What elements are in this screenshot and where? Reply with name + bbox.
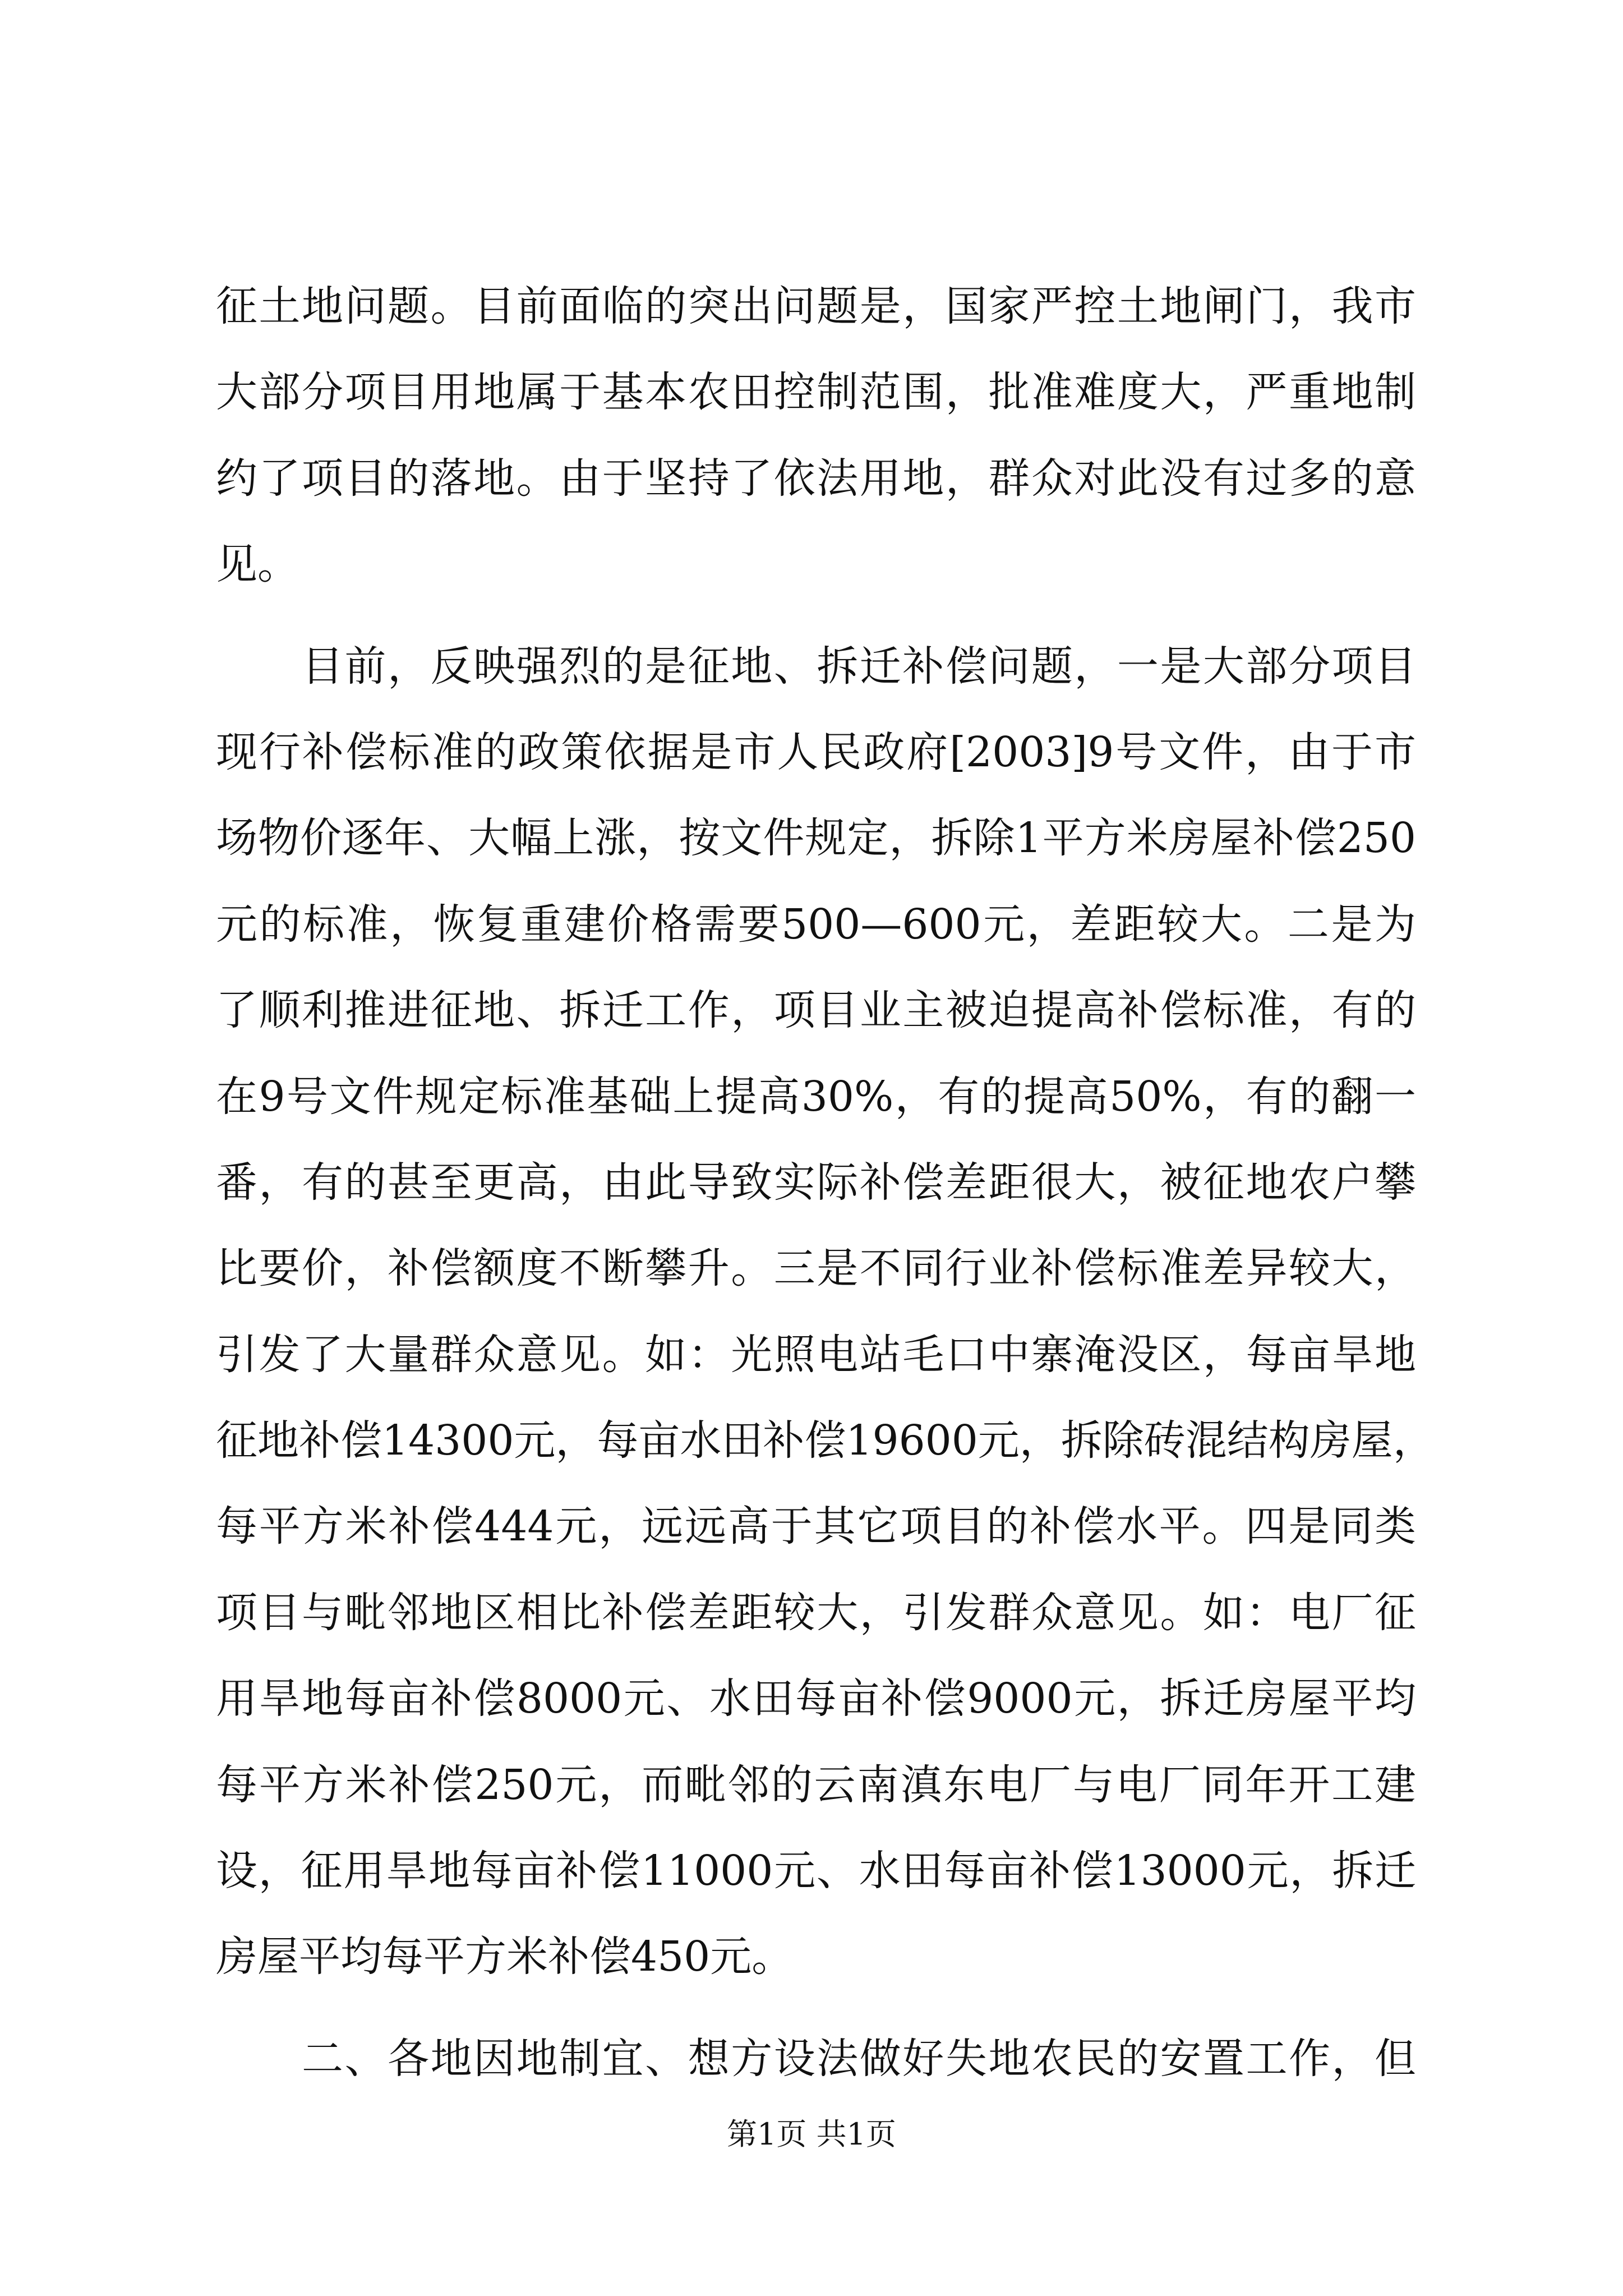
text-line: 房屋平均每平方米补偿450元。 <box>216 1932 794 1981</box>
text-line: 现行补偿标准的政策依据是市人民政府[2003]9号文件，由于市 <box>216 728 1416 776</box>
text-line: 征土地问题。目前面临的突出问题是，国家严控土地闸门，我市 <box>216 282 1416 330</box>
text-line: 项目与毗邻地区相比补偿差距较大，引发群众意见。如：电厂征 <box>216 1588 1416 1637</box>
text-line: 引发了大量群众意见。如：光照电站毛口中寨淹没区，每亩旱地 <box>216 1330 1416 1379</box>
text-line: 二、各地因地制宜、想方设法做好失地农民的安置工作，但 <box>216 2034 1416 2083</box>
paragraph-gap <box>216 2000 1416 2016</box>
text-line: 征地补偿14300元，每亩水田补偿19600元，拆除砖混结构房屋， <box>216 1416 1435 1465</box>
paragraph-3 <box>216 2016 1416 2102</box>
paragraph-2 <box>216 624 1435 2000</box>
text-line: 番，有的甚至更高，由此导致实际补偿差距很大，被征地农户攀 <box>216 1158 1416 1207</box>
page-footer <box>0 2115 1623 2154</box>
text-line: 约了项目的落地。由于坚持了依法用地，群众对此没有过多的意 <box>216 454 1416 503</box>
paragraph-1 <box>216 264 1416 608</box>
text-line: 元的标准，恢复重建价格需要500—600元，差距较大。二是为 <box>216 900 1416 949</box>
text-line: 大部分项目用地属于基本农田控制范围，批准难度大，严重地制 <box>216 368 1416 417</box>
text-line: 了顺利推进征地、拆迁工作，项目业主被迫提高补偿标准，有的 <box>216 986 1416 1035</box>
text-line: 每平方米补偿250元，而毗邻的云南滇东电厂与电厂同年开工建 <box>216 1760 1416 1809</box>
document-body <box>216 264 1435 2102</box>
text-line: 目前，反映强烈的是征地、拆迁补偿问题，一是大部分项目 <box>216 642 1416 691</box>
text-line: 每平方米补偿444元，远远高于其它项目的补偿水平。四是同类 <box>216 1502 1416 1551</box>
paragraph-gap <box>216 608 1416 624</box>
text-line: 在9号文件规定标准基础上提高30%，有的提高50%，有的翻一 <box>216 1072 1416 1121</box>
text-line: 比要价，补偿额度不断攀升。三是不同行业补偿标准差异较大， <box>216 1244 1416 1293</box>
text-line: 场物价逐年、大幅上涨，按文件规定，拆除1平方米房屋补偿250 <box>216 814 1416 863</box>
text-line: 设，征用旱地每亩补偿11000元、水田每亩补偿13000元，拆迁 <box>216 1847 1416 1895</box>
page-number-label: 第1页 共1页 <box>727 2116 896 2152</box>
text-line: 见。 <box>216 540 299 589</box>
text-line: 用旱地每亩补偿8000元、水田每亩补偿9000元，拆迁房屋平均 <box>216 1674 1416 1723</box>
